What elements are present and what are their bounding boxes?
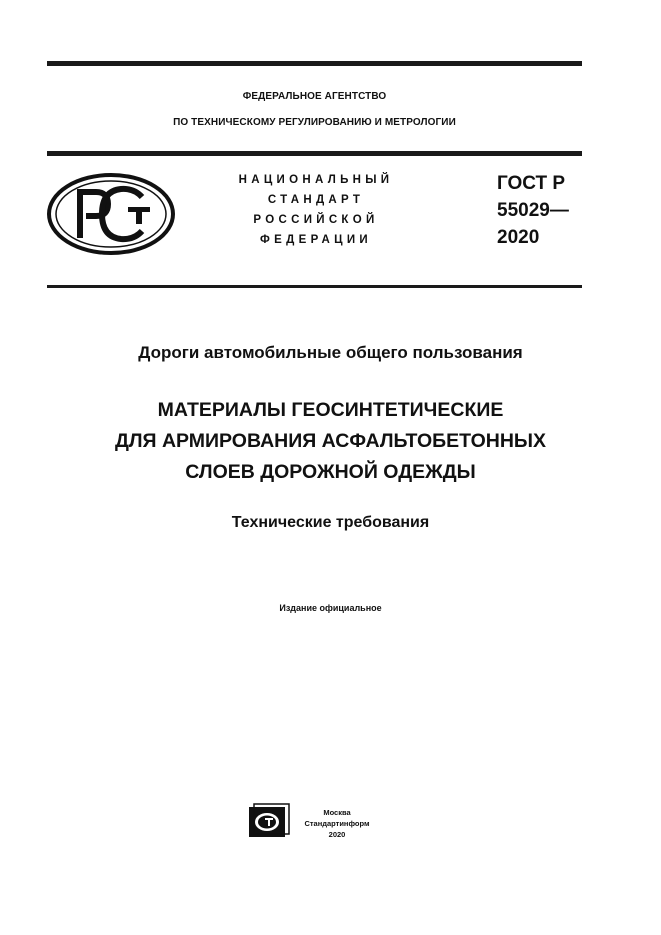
designation-line-2: 55029—	[497, 200, 569, 221]
standartinform-logo-icon	[248, 803, 290, 839]
edition-note: Издание официальное	[279, 603, 382, 613]
publisher-imprint	[292, 807, 382, 840]
designation-line-3: 2020	[497, 227, 540, 248]
publisher-name: Стандартинформ	[304, 819, 370, 828]
document-category: Дороги автомобильные общего пользования	[138, 343, 523, 362]
title-line-3: СЛОЕВ ДОРОЖНОЙ ОДЕЖДЫ	[185, 461, 476, 483]
standard-type-line-3: РОССИЙСКОЙ	[253, 214, 379, 226]
standard-designation	[497, 170, 569, 251]
standard-type-line-1: НАЦИОНАЛЬНЫЙ	[238, 174, 394, 186]
designation-line-1: ГОСТ Р	[497, 173, 566, 194]
document-title	[0, 395, 661, 488]
rst-emblem-icon	[46, 172, 176, 256]
standard-type-line-4: ФЕДЕРАЦИИ	[260, 234, 372, 246]
document-subtitle: Технические требования	[231, 514, 430, 531]
agency-line-2: ПО ТЕХНИЧЕСКОМУ РЕГУЛИРОВАНИЮ И МЕТРОЛОГИИ	[173, 117, 456, 128]
publisher-city: Москва	[323, 808, 351, 817]
top-rule	[47, 61, 582, 66]
publisher-year: 2020	[328, 830, 346, 839]
standard-type-line-2: СТАНДАРТ	[267, 194, 365, 206]
header-rule	[47, 151, 582, 156]
header-bottom-rule	[47, 285, 582, 288]
title-line-1: МАТЕРИАЛЫ ГЕОСИНТЕТИЧЕСКИЕ	[157, 399, 504, 421]
agency-line-1: ФЕДЕРАЛЬНОЕ АГЕНТСТВО	[242, 91, 387, 102]
title-line-2: ДЛЯ АРМИРОВАНИЯ АСФАЛЬТОБЕТОННЫХ	[114, 430, 547, 452]
